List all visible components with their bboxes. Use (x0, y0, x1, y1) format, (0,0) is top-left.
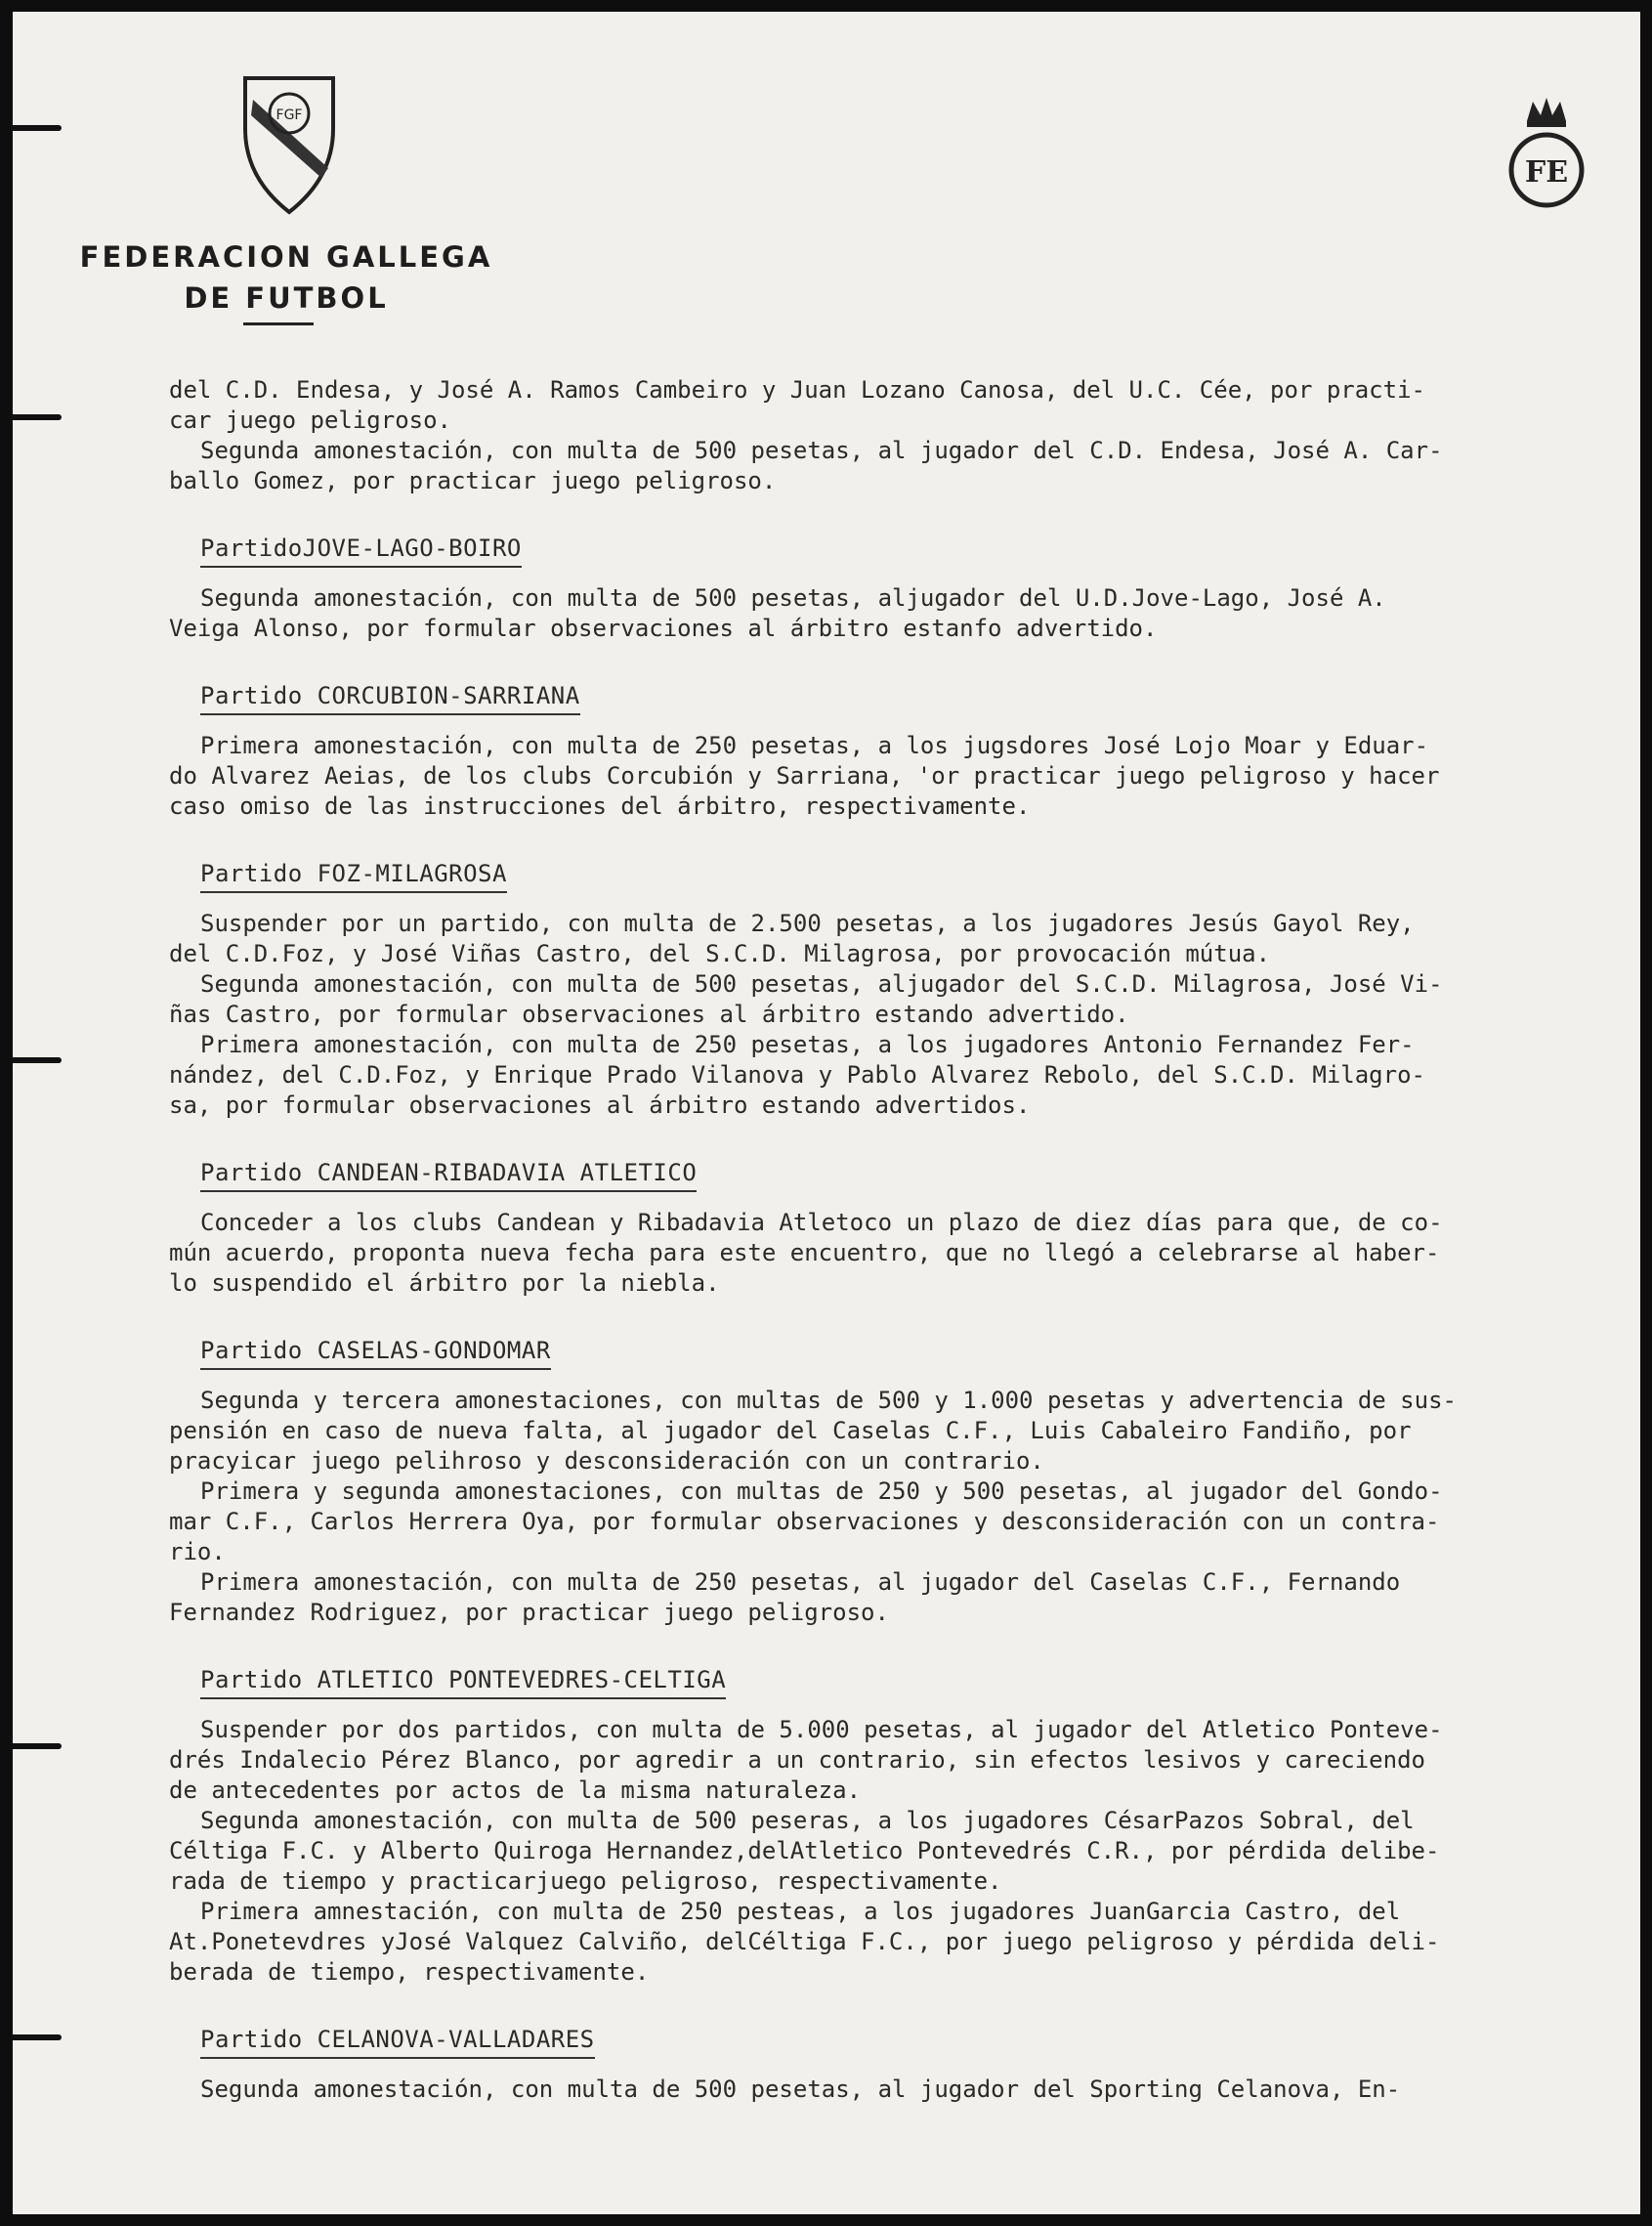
sanction-line: mún acuerdo, proponta nueva fecha para este encuentro, que no llegó a celebrarse al haber- (169, 1239, 1440, 1266)
binder-hole-mark (13, 1057, 62, 1063)
sanction-line: caso omiso de las instrucciones del árbitro, respectivamente. (169, 792, 1031, 820)
sanction-line: Céltiga F.C. y Alberto Quiroga Hernandez,delAtletico Pontevedrés C.R., por pérdida delibe- (169, 1837, 1440, 1864)
match-section (169, 1628, 1625, 1988)
sanction-line: berada de tiempo, respectivamente. (169, 1958, 650, 1986)
match-heading: Partido CELANOVA-VALLADARES (200, 2025, 595, 2059)
federation-shield-logo (235, 70, 343, 217)
sanction-line: lo suspendido el árbitro por la niebla. (169, 1269, 720, 1297)
match-sections (169, 496, 1625, 2105)
intro-line: car juego peligroso. (169, 407, 451, 434)
sanction-line: de antecedentes por actos de la misma naturaleza. (169, 1777, 862, 1804)
federation-name (71, 236, 501, 319)
intro-line: Segunda amonestación, con multa de 500 pesetas, al jugador del C.D. Endesa, José A. Car- (200, 437, 1443, 464)
match-heading: Partido ATLETICO PONTEVEDRES-CELTIGA (200, 1665, 726, 1699)
sanction-line: Primera amonestación, con multa de 250 pesetas, al jugador del Caselas C.F., Fernando (200, 1568, 1401, 1596)
match-section (169, 822, 1625, 1121)
sanction-line: At.Ponetevdres yJosé Valquez Calviño, delCéltiga F.C., por juego peligroso y pérdida deli- (169, 1928, 1440, 1955)
match-section (169, 1299, 1625, 1628)
match-section (169, 1988, 1625, 2105)
crowned-emblem-logo (1498, 92, 1595, 219)
sanction-line: pensión en caso de nueva falta, al jugador del Caselas C.F., Luis Cabaleiro Fandiño, por (169, 1417, 1412, 1444)
document-body (169, 375, 1625, 2105)
match-heading: Partido CORCUBION-SARRIANA (200, 681, 580, 715)
sanction-line: ñas Castro, por formular observaciones al árbitro estando advertido. (169, 1001, 1129, 1028)
svg-text:FGF: FGF (275, 107, 303, 123)
sanction-line: Suspender por un partido, con multa de 2.500 pesetas, a los jugadores Jesús Gayol Rey, (200, 910, 1415, 937)
document-page (13, 12, 1640, 2214)
sanction-line: Suspender por dos partidos, con multa de 5.000 pesetas, al jugador del Atletico Ponteve- (200, 1716, 1443, 1743)
sanction-line: rio. (169, 1538, 226, 1565)
sanction-line: Primera amonestación, con multa de 250 pesetas, a los jugadores Antonio Fernandez Fer- (200, 1031, 1415, 1058)
match-heading: PartidoJOVE-LAGO-BOIRO (200, 534, 522, 568)
sanction-line: rada de tiempo y practicarjuego peligroso, respectivamente. (169, 1867, 1002, 1895)
sanction-line: drés Indalecio Pérez Blanco, por agredir a un contrario, sin efectos lesivos y careciendo (169, 1746, 1425, 1774)
sanction-line: mar C.F., Carlos Herrera Oya, por formular observaciones y desconsideración con un contra- (169, 1508, 1440, 1535)
sanction-line: pracyicar juego pelihroso y desconsideración con un contrario. (169, 1447, 1044, 1475)
binder-hole-mark (13, 2034, 62, 2040)
svg-text:FE: FE (1524, 155, 1569, 190)
sanction-line: Conceder a los clubs Candean y Ribadavia Atletoco un plazo de diez días para que, de co- (200, 1209, 1443, 1236)
sanction-line: Segunda amonestación, con multa de 500 pesetas, al jugador del Sporting Celanova, En- (200, 2076, 1401, 2103)
binder-hole-mark (13, 414, 62, 420)
binder-hole-mark (13, 125, 62, 131)
match-section (169, 644, 1625, 822)
match-heading: Partido FOZ-MILAGROSA (200, 859, 507, 893)
sanction-line: Segunda amonestación, con multa de 500 peseras, a los jugadores CésarPazos Sobral, del (200, 1807, 1415, 1834)
federation-name-line1: FEDERACION GALLEGA (79, 240, 493, 274)
binder-hole-mark (13, 1743, 62, 1749)
sanction-line: Segunda amonestación, con multa de 500 pesetas, aljugador del U.D.Jove-Lago, José A. (200, 584, 1386, 612)
sanction-line: del C.D.Foz, y José Viñas Castro, del S.C.D. Milagrosa, por provocación mútua. (169, 940, 1271, 967)
letterhead-rule (243, 322, 314, 325)
sanction-line: Veiga Alonso, por formular observaciones al árbitro estanfo advertido. (169, 615, 1158, 642)
sanction-line: Fernandez Rodriguez, por practicar juego peligroso. (169, 1599, 889, 1626)
intro-line: del C.D. Endesa, y José A. Ramos Cambeiro y Juan Lozano Canosa, del U.C. Cée, por practi- (169, 376, 1425, 404)
sanction-line: sa, por formular observaciones al árbitro estando advertidos. (169, 1092, 1031, 1119)
sanction-line: Segunda amonestación, con multa de 500 pesetas, aljugador del S.C.D. Milagrosa, José Vi- (200, 970, 1443, 998)
sanction-line: Primera y segunda amonestaciones, con multas de 250 y 500 pesetas, al jugador del Gondo- (200, 1477, 1443, 1505)
sanction-line: do Alvarez Aeias, de los clubs Corcubión y Sarriana, 'or practicar juego peligroso y hacer (169, 762, 1440, 790)
match-section (169, 496, 1625, 644)
match-heading: Partido CASELAS-GONDOMAR (200, 1336, 551, 1370)
sanction-line: nández, del C.D.Foz, y Enrique Prado Vilanova y Pablo Alvarez Rebolo, del S.C.D. Milagro- (169, 1061, 1425, 1089)
sanction-line: Primera amonestación, con multa de 250 pesetas, a los jugsdores José Lojo Moar y Eduar- (200, 732, 1429, 759)
match-section (169, 1121, 1625, 1299)
sanction-line: Primera amnestación, con multa de 250 pesteas, a los jugadores JuanGarcia Castro, del (200, 1898, 1401, 1925)
match-heading: Partido CANDEAN-RIBADAVIA ATLETICO (200, 1158, 697, 1192)
sanction-line: Segunda y tercera amonestaciones, con multas de 500 y 1.000 pesetas y advertencia de sus- (200, 1387, 1457, 1414)
intro-line: ballo Gomez, por practicar juego peligroso. (169, 467, 777, 494)
federation-name-line2: DE FUTBOL (184, 281, 389, 315)
